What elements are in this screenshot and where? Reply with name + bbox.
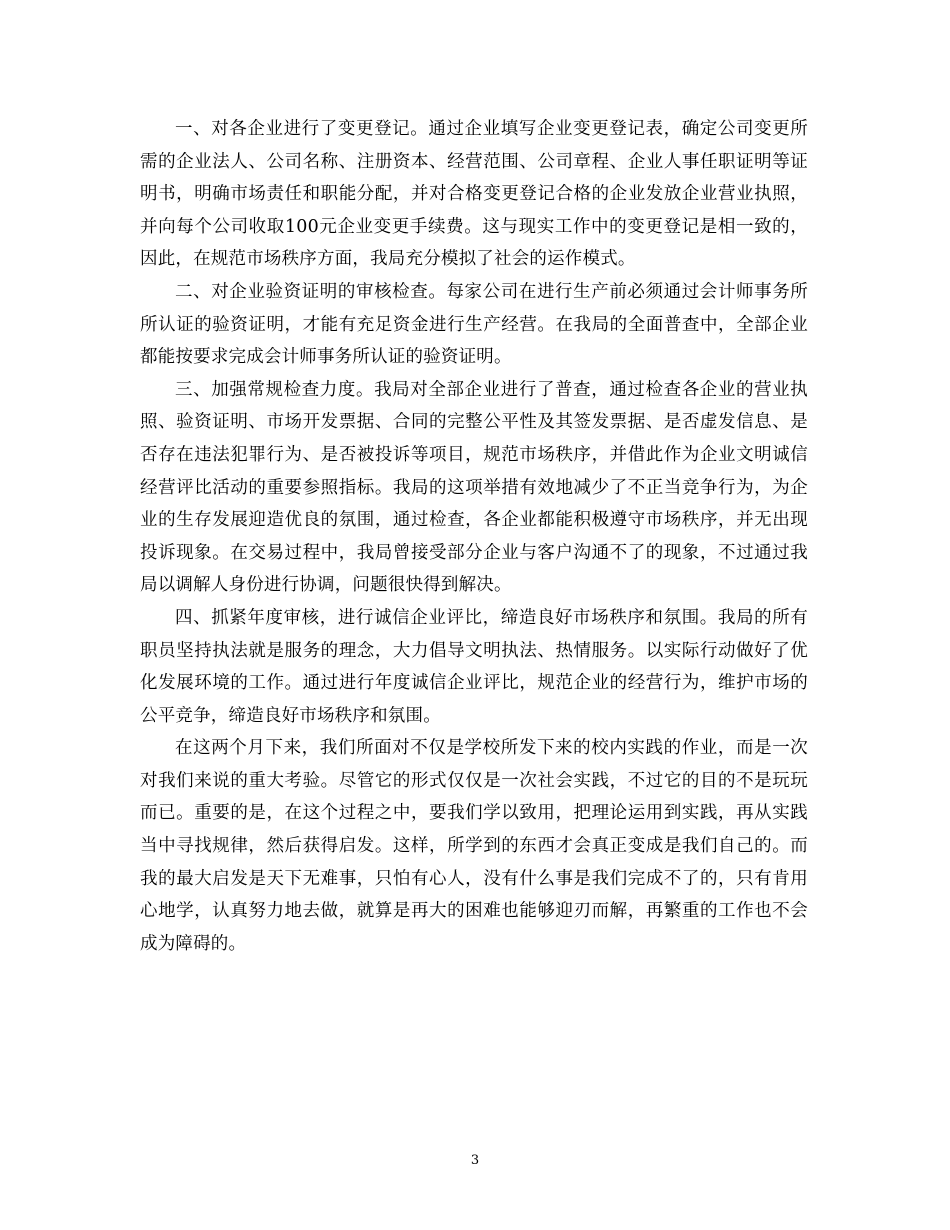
paragraph-3: 三、加强常规检查力度。我局对全部企业进行了普查，通过检查各企业的营业执照、验资证明、市场开发票据、合同的完整公平性及其签发票据、是否虚发信息、是否存在违法犯罪行为、是否被投诉等项目，规范市场秩序，并借此作为企业文明诚信经营评比活动的重要参照指标。我局的这项举措有效地减少了不正当竞争行为，为企业的生存发展迎造优良的氛围，通过检查，各企业都能积极遵守市场秩序，并无出现投诉现象。在交易过程中，我局曾接受部分企业与客户沟通不了的现象，不过通过我局以调解人身份进行协调，问题很快得到解决。 xyxy=(140,379,808,596)
body-text xyxy=(140,113,808,960)
paragraph-4: 四、抓紧年度审核，进行诚信企业评比，缔造良好市场秩序和氛围。我局的所有职员坚持执法就是服务的理念，大力倡导文明执法、热情服务。以实际行动做好了优化发展环境的工作。通过进行年度诚信企业评比，规范企业的经营行为，维护市场的公平竞争，缔造良好市场秩序和氛围。 xyxy=(140,607,808,726)
paragraph-1: 一、对各企业进行了变更登记。通过企业填写企业变更登记表，确定公司变更所需的企业法人、公司名称、注册资本、经营范围、公司章程、企业人事任职证明等证明书，明确市场责任和职能分配，并对合格变更登记合格的企业发放企业营业执照，并向每个公司收取100元企业变更手续费。这与现实工作中的变更登记是相一致的，因此，在规范市场秩序方面，我局充分模拟了社会的运作模式。 xyxy=(140,119,808,270)
page-number: 3 xyxy=(470,1153,480,1168)
paragraph-5: 在这两个月下来，我们所面对不仅是学校所发下来的校内实践的作业，而是一次对我们来说的重大考验。尽管它的形式仅仅是一次社会实践，不过它的目的不是玩玩而已。重要的是，在这个过程之中，要我们学以致用，把理论运用到实践，再从实践当中寻找规律，然后获得启发。这样，所学到的东西才会真正变成是我们自己的。而我的最大启发是天下无难事，只怕有心人，没有什么事是我们完成不了的，只有肯用心地学，认真努力地去做，就算是再大的困难也能够迎刃而解，再繁重的工作也不会成为障碍的。 xyxy=(140,738,808,954)
paragraph-2: 二、对企业验资证明的审核检查。每家公司在进行生产前必须通过会计师事务所所认证的验资证明，才能有充足资金进行生产经营。在我局的全面普查中，全部企业都能按要求完成会计师事务所认证的验资证明。 xyxy=(140,281,808,368)
